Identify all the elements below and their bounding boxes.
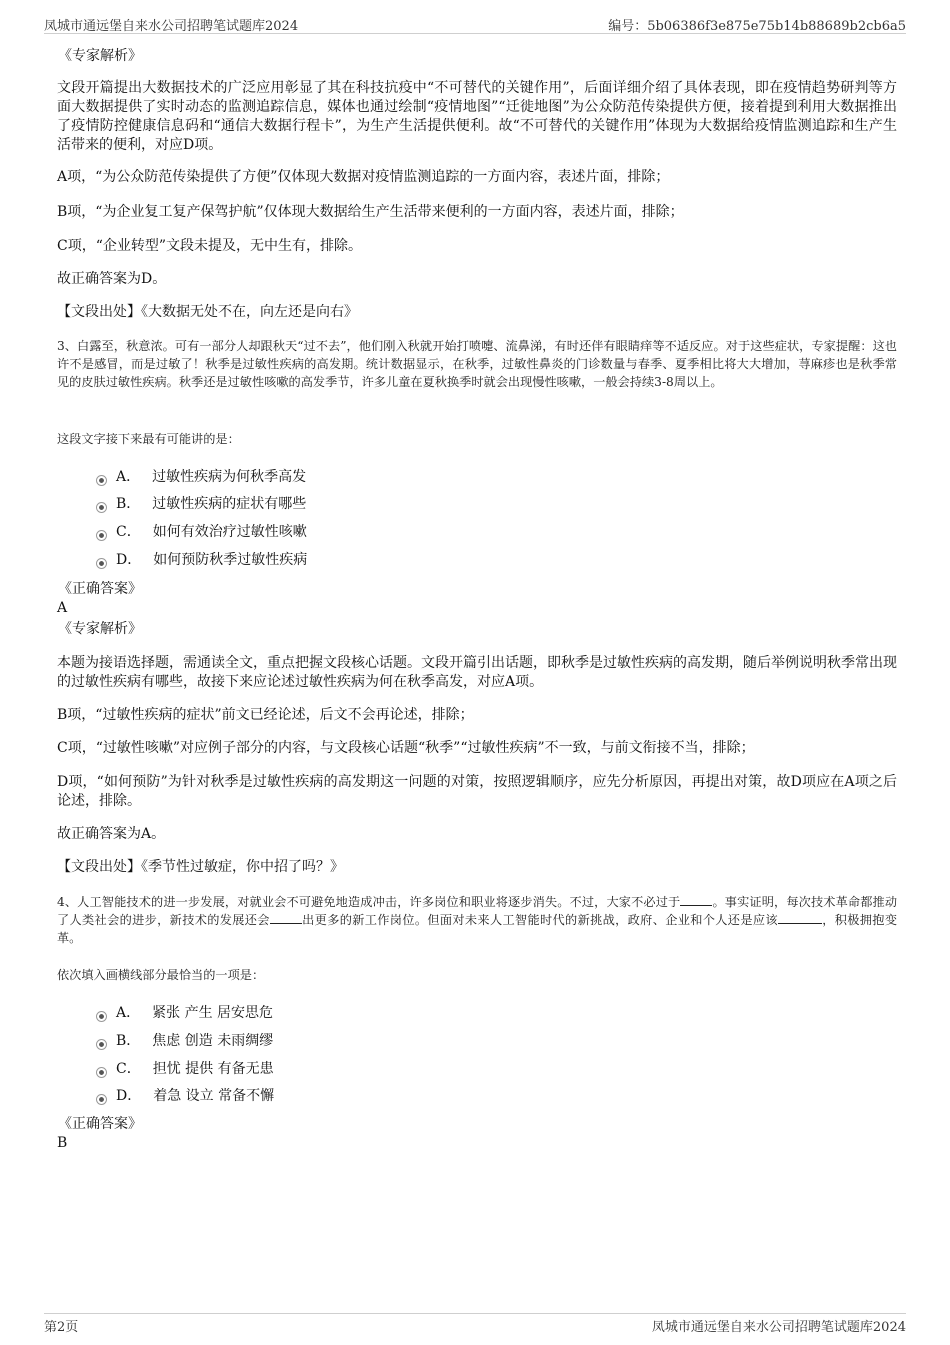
option-text: 如何有效治疗过敏性咳嗽 (152, 524, 307, 540)
q4-answer: B (57, 1135, 68, 1151)
q4-answer-label: 《正确答案》 (58, 1116, 142, 1132)
option-text: 如何预防秋季过敏性疾病 (153, 552, 308, 568)
q2-source: 【文段出处】《大数据无处不在，向左还是向右》 (57, 304, 358, 320)
q3-analysis-label: 《专家解析》 (58, 621, 142, 637)
option-letter: D． (116, 552, 142, 568)
q2-point-b: B项，“为企业复工复产保驾护航”仅体现大数据给生产生活带来便利的一方面内容，表述片面，排除； (57, 204, 684, 220)
q3-conclusion: 故正确答案为A。 (57, 826, 166, 842)
q2-analysis-label: 《专家解析》 (58, 48, 142, 64)
q2-point-c: C项，“企业转型”文段未提及，无中生有，排除。 (57, 238, 363, 254)
q4-stem-part: ，积极拥抱变革。 (57, 913, 898, 945)
fill-blank (680, 893, 712, 906)
fill-blank (778, 911, 822, 924)
radio-icon[interactable] (96, 475, 107, 486)
q3-point-c: C项，“过敏性咳嗽”对应例子部分的内容，与文段核心话题“秋季”“过敏性疾病”不一致，与前文衔接不当，排除； (57, 740, 755, 756)
option-text: 过敏性疾病的症状有哪些 (152, 496, 307, 512)
option-letter: B． (116, 1033, 141, 1049)
page-number: 第2页 (44, 1320, 79, 1335)
q3-option-b[interactable] (96, 494, 306, 514)
q3-point-d: D项，“如何预防”为针对秋季是过敏性疾病的高发期这一问题的对策，按照逻辑顺序，应先分析原因，再提出对策，故D项应在A项之后论述，排除。 (57, 774, 897, 809)
q4-stem-part: 出更多的新工作岗位。但面对未来人工智能时代的新挑战，政府、企业和个人还是应该 (301, 913, 778, 927)
header-serial: 编号：5b06386f3e875e75b14b88689b2cb6a5 (608, 19, 906, 34)
q2-analysis-text: 文段开篇提出大数据技术的广泛应用彰显了其在科技抗疫中“不可替代的关键作用”，后面详细介绍了具体表现，即在疫情趋势研判等方面大数据提供了实时动态的监测追踪信息，媒体也通过绘制“疫情地图”“迁徙地图”为公众防范传染提供方便，接着提到利用大数据推出了疫情防控健康信息码和“通信大数据行程卡”，为生产生活提供便利。故“不可替代的关键作用”体现为大数据给疫情监测追踪和生产生活带来的便利，对应D项。 (57, 80, 897, 153)
radio-icon[interactable] (96, 1039, 107, 1050)
option-text: 过敏性疾病为何秋季高发 (152, 469, 307, 485)
page-footer (44, 1313, 906, 1334)
q3-point-b: B项，“过敏性疾病的症状”前文已经论述，后文不会再论述，排除； (57, 707, 474, 723)
q3-analysis-text: 本题为接语选择题，需通读全文，重点把握文段核心话题。文段开篇引出话题，即秋季是过敏性疾病的高发期，随后举例说明秋季常出现的过敏性疾病有哪些，故接下来应论述过敏性疾病为何在秋季高发，对应A项。 (57, 655, 897, 690)
q4-stem-part: 。事实证明，每次技术革命都推动了人类社会的进步，新技术的发展还会 (57, 895, 898, 927)
option-letter: C． (116, 524, 141, 540)
q4-question: 依次填入画横线部分最恰当的一项是： (57, 968, 265, 982)
radio-icon[interactable] (96, 1094, 107, 1105)
q3-option-a[interactable] (96, 467, 306, 487)
q3-option-c[interactable] (96, 522, 307, 542)
q3-answer-label: 《正确答案》 (58, 581, 142, 597)
q4-stem-part: 4、人工智能技术的进一步发展，对就业会不可避免地造成冲击，许多岗位和职业将逐步消失。不过，大家不必过于 (57, 895, 681, 909)
option-letter: B． (116, 496, 141, 512)
q2-conclusion: 故正确答案为D。 (57, 271, 167, 287)
q3-stem: 3、白露至，秋意浓。可有一部分人却跟秋天“过不去”，他们刚入秋就开始打喷嚏、流鼻涕，有时还伴有眼睛痒等不适反应。对于这些症状，专家提醒：这也许不是感冒，而是过敏了！秋季是过敏性疾病的高发期。统计数据显示，在秋季，过敏性鼻炎的门诊数量与春季、夏季相比将大大增加，荨麻疹也是秋季常见的皮肤过敏性疾病。秋季还是过敏性咳嗽的高发季节，许多儿童在夏秋换季时就会出现慢性咳嗽，一般会持续3-8周以上。 (57, 339, 897, 389)
option-letter: D． (116, 1088, 142, 1104)
fill-blank (270, 911, 302, 924)
page-header (44, 13, 906, 34)
q4-option-a[interactable] (96, 1003, 273, 1023)
q3-question: 这段文字接下来最有可能讲的是： (57, 432, 240, 446)
option-letter: C． (116, 1061, 141, 1077)
header-title: 凤城市通远堡自来水公司招聘笔试题库2024 (44, 19, 299, 34)
q4-option-d[interactable] (96, 1086, 274, 1106)
q4-option-c[interactable] (96, 1059, 274, 1079)
radio-icon[interactable] (96, 530, 107, 541)
radio-icon[interactable] (96, 1011, 107, 1022)
q4-stem (57, 893, 897, 947)
option-text: 担忧 提供 有备无患 (152, 1061, 274, 1077)
footer-title: 凤城市通远堡自来水公司招聘笔试题库2024 (651, 1320, 906, 1335)
radio-icon[interactable] (96, 558, 107, 569)
option-text: 焦虑 创造 未雨绸缪 (152, 1033, 274, 1049)
q3-answer: A (57, 600, 68, 616)
option-text: 着急 设立 常备不懈 (153, 1088, 275, 1104)
q4-option-b[interactable] (96, 1031, 273, 1051)
radio-icon[interactable] (96, 502, 107, 513)
q3-option-d[interactable] (96, 550, 307, 570)
option-letter: A． (116, 1005, 141, 1021)
radio-icon[interactable] (96, 1067, 107, 1078)
q2-point-a: A项，“为公众防范传染提供了方便”仅体现大数据对疫情监测追踪的一方面内容，表述片面，排除； (57, 169, 670, 185)
option-letter: A． (116, 469, 141, 485)
q3-source: 【文段出处】《季节性过敏症，你中招了吗？》 (57, 859, 344, 875)
option-text: 紧张 产生 居安思危 (152, 1005, 274, 1021)
